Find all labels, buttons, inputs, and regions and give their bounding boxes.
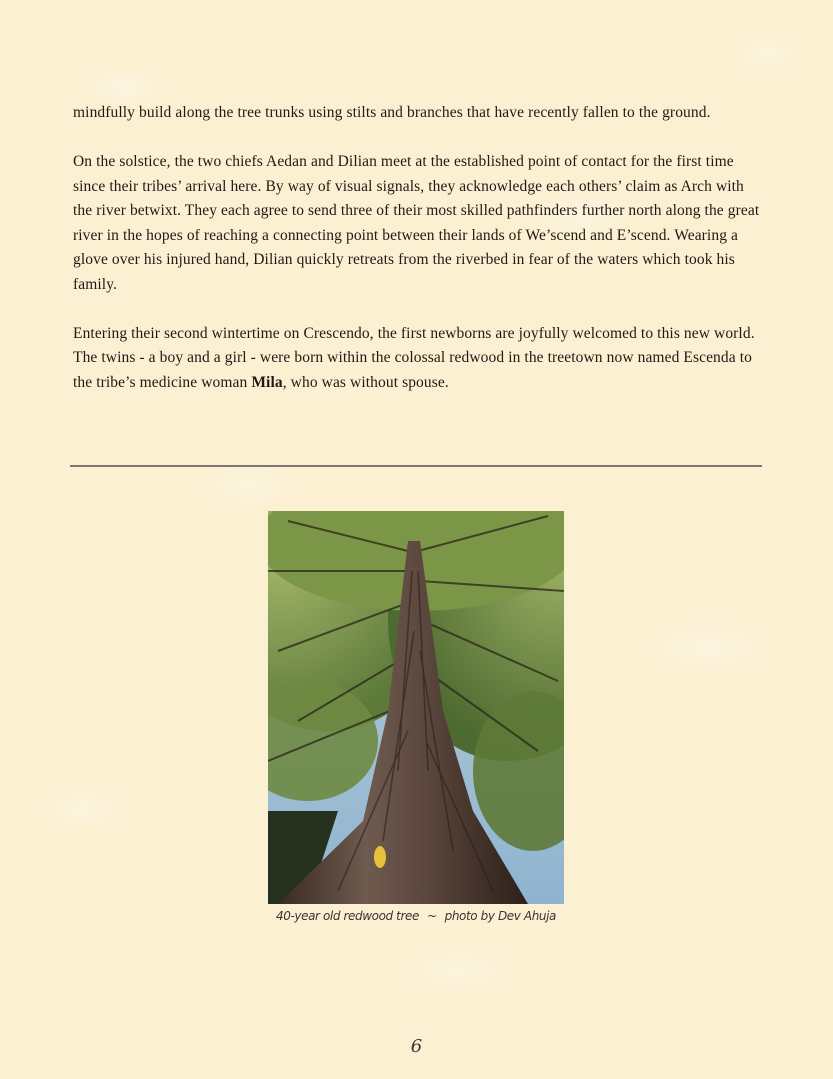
caption-separator: ~	[426, 909, 437, 923]
paragraph-1	[73, 101, 763, 126]
paragraph-3-text-before: Entering their second wintertime on Crescendo, the first newborns are joyfully welcomed to this new world. The twins - a boy and a girl - were born within the colossal redwood in the treetown now named Escenda to the tribe’s medicine woman	[73, 324, 755, 391]
paragraph-3-bold-name: Mila	[251, 373, 283, 391]
section-divider	[70, 465, 762, 467]
page-number: 6	[410, 1036, 423, 1057]
paragraph-3	[73, 322, 763, 396]
caption-title: 40-year old redwood tree	[275, 909, 419, 923]
paragraph-2-text: On the solstice, the two chiefs Aedan and Dilian meet at the established point of contact for the first time since their tribes’ arrival here. By way of visual signals, they acknowledge each others’ claim as Arch with the river betwixt. They each agree to send three of their most skilled pathfinders further north along the great river in the hopes of reaching a connecting point between their lands of We’scend and E’scend. Wearing a glove over his injured hand, Dilian quickly retreats from the riverbed in fear of the waters which took his family.	[73, 153, 760, 293]
paragraph-3-text-after: , who was without spouse.	[282, 373, 449, 391]
redwood-photo	[268, 511, 564, 904]
body-text	[73, 101, 763, 420]
paragraph-2	[73, 150, 763, 297]
caption-credit: photo by Dev Ahuja	[444, 909, 557, 923]
paragraph-1-text: mindfully build along the tree trunks using stilts and branches that have recently fallen to the ground.	[73, 104, 711, 121]
photo-caption	[268, 909, 564, 923]
